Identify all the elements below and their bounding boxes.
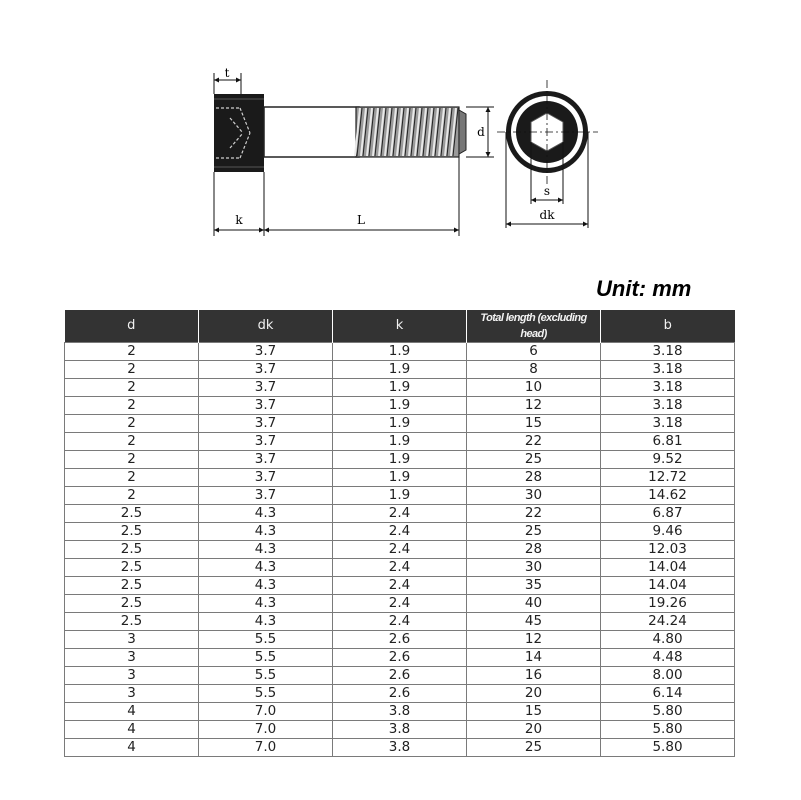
cell-k: 3.8 bbox=[333, 721, 467, 739]
cell-dk: 4.3 bbox=[199, 577, 333, 595]
cell-k: 1.9 bbox=[333, 487, 467, 505]
cell-d: 2 bbox=[65, 361, 199, 379]
cell-b: 4.80 bbox=[601, 631, 735, 649]
screw-shank bbox=[264, 107, 359, 157]
table-row bbox=[65, 559, 735, 577]
cell-b: 6.81 bbox=[601, 433, 735, 451]
cell-dk: 3.7 bbox=[199, 415, 333, 433]
screw-end-view bbox=[497, 80, 598, 185]
column-header-k: k bbox=[333, 310, 467, 343]
cell-k: 1.9 bbox=[333, 415, 467, 433]
cell-dk: 4.3 bbox=[199, 559, 333, 577]
table-body bbox=[65, 343, 735, 757]
cell-d: 2.5 bbox=[65, 559, 199, 577]
cell-total-length: 22 bbox=[467, 433, 601, 451]
table-header-row bbox=[65, 310, 735, 343]
cell-total-length: 30 bbox=[467, 487, 601, 505]
cell-dk: 5.5 bbox=[199, 685, 333, 703]
table-row bbox=[65, 361, 735, 379]
table-row bbox=[65, 685, 735, 703]
table-row bbox=[65, 397, 735, 415]
cell-total-length: 45 bbox=[467, 613, 601, 631]
screw-head bbox=[214, 94, 264, 172]
label-d: d bbox=[477, 125, 485, 139]
table-row bbox=[65, 451, 735, 469]
cell-dk: 4.3 bbox=[199, 613, 333, 631]
cell-k: 2.4 bbox=[333, 613, 467, 631]
cell-d: 2 bbox=[65, 343, 199, 361]
cell-total-length: 16 bbox=[467, 667, 601, 685]
cell-total-length: 6 bbox=[467, 343, 601, 361]
cell-d: 2.5 bbox=[65, 577, 199, 595]
cell-dk: 3.7 bbox=[199, 379, 333, 397]
cell-d: 4 bbox=[65, 739, 199, 757]
screw-dimension-diagram bbox=[0, 0, 801, 270]
cell-total-length: 25 bbox=[467, 523, 601, 541]
cell-dk: 5.5 bbox=[199, 667, 333, 685]
cell-b: 5.80 bbox=[601, 739, 735, 757]
cell-d: 3 bbox=[65, 667, 199, 685]
cell-b: 3.18 bbox=[601, 397, 735, 415]
cell-d: 2 bbox=[65, 451, 199, 469]
dimension-table bbox=[64, 310, 735, 757]
cell-k: 2.4 bbox=[333, 505, 467, 523]
cell-k: 2.6 bbox=[333, 685, 467, 703]
table-row bbox=[65, 487, 735, 505]
cell-dk: 3.7 bbox=[199, 487, 333, 505]
cell-k: 2.4 bbox=[333, 559, 467, 577]
cell-k: 3.8 bbox=[333, 739, 467, 757]
cell-total-length: 30 bbox=[467, 559, 601, 577]
table-row bbox=[65, 649, 735, 667]
cell-d: 2.5 bbox=[65, 505, 199, 523]
cell-b: 3.18 bbox=[601, 415, 735, 433]
table-row bbox=[65, 631, 735, 649]
cell-b: 4.48 bbox=[601, 649, 735, 667]
cell-total-length: 8 bbox=[467, 361, 601, 379]
cell-d: 2.5 bbox=[65, 613, 199, 631]
cell-b: 3.18 bbox=[601, 379, 735, 397]
column-header-d: d bbox=[65, 310, 199, 343]
table-row bbox=[65, 721, 735, 739]
cell-dk: 3.7 bbox=[199, 361, 333, 379]
cell-k: 1.9 bbox=[333, 343, 467, 361]
cell-dk: 3.7 bbox=[199, 397, 333, 415]
cell-total-length: 12 bbox=[467, 397, 601, 415]
cell-total-length: 20 bbox=[467, 721, 601, 739]
cell-total-length: 25 bbox=[467, 739, 601, 757]
cell-k: 2.6 bbox=[333, 667, 467, 685]
cell-total-length: 15 bbox=[467, 703, 601, 721]
cell-total-length: 28 bbox=[467, 469, 601, 487]
cell-dk: 5.5 bbox=[199, 649, 333, 667]
cell-k: 2.4 bbox=[333, 523, 467, 541]
table-row bbox=[65, 433, 735, 451]
cell-dk: 3.7 bbox=[199, 469, 333, 487]
cell-dk: 3.7 bbox=[199, 451, 333, 469]
cell-d: 2.5 bbox=[65, 595, 199, 613]
cell-d: 2 bbox=[65, 379, 199, 397]
cell-total-length: 10 bbox=[467, 379, 601, 397]
cell-k: 2.6 bbox=[333, 649, 467, 667]
cell-d: 2.5 bbox=[65, 523, 199, 541]
cell-dk: 4.3 bbox=[199, 523, 333, 541]
table-row bbox=[65, 415, 735, 433]
cell-dk: 3.7 bbox=[199, 343, 333, 361]
cell-d: 2 bbox=[65, 433, 199, 451]
cell-total-length: 15 bbox=[467, 415, 601, 433]
table-row bbox=[65, 505, 735, 523]
cell-b: 8.00 bbox=[601, 667, 735, 685]
table-row bbox=[65, 703, 735, 721]
label-t: t bbox=[224, 66, 230, 80]
cell-dk: 7.0 bbox=[199, 739, 333, 757]
cell-k: 1.9 bbox=[333, 397, 467, 415]
cell-d: 3 bbox=[65, 649, 199, 667]
cell-b: 3.18 bbox=[601, 361, 735, 379]
cell-k: 2.4 bbox=[333, 577, 467, 595]
cell-b: 6.14 bbox=[601, 685, 735, 703]
column-header-b: b bbox=[601, 310, 735, 343]
cell-k: 2.6 bbox=[333, 631, 467, 649]
cell-d: 3 bbox=[65, 631, 199, 649]
cell-b: 24.24 bbox=[601, 613, 735, 631]
label-L: L bbox=[357, 213, 365, 227]
cell-b: 12.03 bbox=[601, 541, 735, 559]
cell-k: 1.9 bbox=[333, 469, 467, 487]
cell-b: 5.80 bbox=[601, 703, 735, 721]
cell-k: 1.9 bbox=[333, 361, 467, 379]
cell-b: 14.62 bbox=[601, 487, 735, 505]
cell-dk: 4.3 bbox=[199, 541, 333, 559]
cell-dk: 5.5 bbox=[199, 631, 333, 649]
cell-d: 3 bbox=[65, 685, 199, 703]
cell-d: 2 bbox=[65, 415, 199, 433]
cell-total-length: 40 bbox=[467, 595, 601, 613]
cell-dk: 3.7 bbox=[199, 433, 333, 451]
cell-b: 14.04 bbox=[601, 577, 735, 595]
cell-d: 4 bbox=[65, 703, 199, 721]
screw-side-view bbox=[214, 94, 466, 172]
cell-b: 12.72 bbox=[601, 469, 735, 487]
cell-total-length: 25 bbox=[467, 451, 601, 469]
cell-b: 14.04 bbox=[601, 559, 735, 577]
label-k: k bbox=[235, 213, 243, 227]
column-header-total-length: Total length (excluding head) bbox=[467, 310, 601, 343]
cell-d: 2 bbox=[65, 469, 199, 487]
cell-total-length: 12 bbox=[467, 631, 601, 649]
cell-dk: 7.0 bbox=[199, 721, 333, 739]
cell-b: 3.18 bbox=[601, 343, 735, 361]
label-s: s bbox=[543, 184, 551, 198]
table-row bbox=[65, 379, 735, 397]
cell-k: 1.9 bbox=[333, 379, 467, 397]
table-row bbox=[65, 577, 735, 595]
cell-d: 2 bbox=[65, 397, 199, 415]
cell-d: 2 bbox=[65, 487, 199, 505]
cell-total-length: 20 bbox=[467, 685, 601, 703]
cell-total-length: 22 bbox=[467, 505, 601, 523]
label-dk: dk bbox=[539, 208, 555, 222]
cell-total-length: 14 bbox=[467, 649, 601, 667]
cell-k: 2.4 bbox=[333, 595, 467, 613]
table-row bbox=[65, 595, 735, 613]
table-row bbox=[65, 613, 735, 631]
column-header-dk: dk bbox=[199, 310, 333, 343]
cell-b: 19.26 bbox=[601, 595, 735, 613]
table-row bbox=[65, 343, 735, 361]
cell-d: 2.5 bbox=[65, 541, 199, 559]
table-row bbox=[65, 523, 735, 541]
cell-dk: 4.3 bbox=[199, 505, 333, 523]
table-row bbox=[65, 667, 735, 685]
unit-label: Unit: mm bbox=[596, 276, 692, 301]
cell-b: 5.80 bbox=[601, 721, 735, 739]
cell-dk: 4.3 bbox=[199, 595, 333, 613]
table-row bbox=[65, 739, 735, 757]
cell-k: 3.8 bbox=[333, 703, 467, 721]
cell-k: 2.4 bbox=[333, 541, 467, 559]
cell-k: 1.9 bbox=[333, 451, 467, 469]
table-row bbox=[65, 469, 735, 487]
table-row bbox=[65, 541, 735, 559]
cell-k: 1.9 bbox=[333, 433, 467, 451]
cell-b: 6.87 bbox=[601, 505, 735, 523]
cell-dk: 7.0 bbox=[199, 703, 333, 721]
cell-total-length: 28 bbox=[467, 541, 601, 559]
cell-d: 4 bbox=[65, 721, 199, 739]
cell-b: 9.46 bbox=[601, 523, 735, 541]
cell-total-length: 35 bbox=[467, 577, 601, 595]
cell-b: 9.52 bbox=[601, 451, 735, 469]
